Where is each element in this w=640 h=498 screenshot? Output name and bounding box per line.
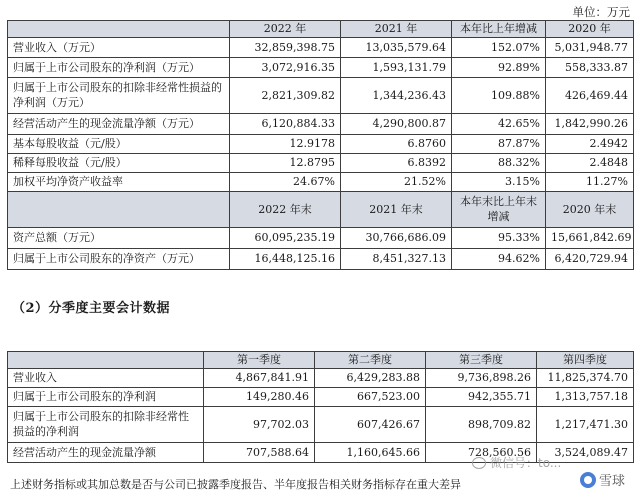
- cell-value: 30,766,686.09: [341, 228, 452, 249]
- cell-value: 32,859,398.75: [230, 38, 341, 58]
- footnote: 上述财务指标或其加总数是否与公司已披露季度报告、半年度报告相关财务指标存在重大差异: [10, 478, 461, 491]
- table-row: [8, 114, 634, 135]
- table-header-row: [8, 192, 634, 228]
- cell-value: 558,333.87: [546, 58, 634, 78]
- row-label: 基本每股收益（元/股）: [8, 135, 230, 154]
- cell-value: 6,429,283.88: [315, 369, 426, 388]
- cell-value: 1,217,471.30: [537, 407, 634, 443]
- snowball-label: 雪球: [599, 474, 626, 489]
- header-cell: 2022 年末: [230, 192, 341, 228]
- cell-value: 898,709.82: [426, 407, 537, 443]
- cell-value: 88.32%: [452, 154, 546, 173]
- row-label: 稀释每股收益（元/股）: [8, 154, 230, 173]
- cell-value: 4,290,800.87: [341, 114, 452, 135]
- cell-value: 97,702.03: [204, 407, 315, 443]
- row-label: 归属于上市公司股东的净利润: [8, 388, 204, 407]
- table-header-row: [8, 21, 634, 38]
- cell-value: 728,560.56: [426, 443, 537, 463]
- table-row: [8, 173, 634, 192]
- cell-value: 3.15%: [452, 173, 546, 192]
- table-row: [8, 369, 634, 388]
- cell-value: 6.8392: [341, 154, 452, 173]
- cell-value: 9,736,898.26: [426, 369, 537, 388]
- snowball-watermark: [580, 470, 625, 489]
- header-cell: 2021 年: [341, 21, 452, 38]
- cell-value: 5,031,948.77: [546, 38, 634, 58]
- row-label: 经营活动产生的现金流量净额: [8, 443, 204, 463]
- header-cell: 2020 年: [546, 21, 634, 38]
- cell-value: 60,095,235.19: [230, 228, 341, 249]
- header-cell: [8, 192, 230, 228]
- table-row: [8, 249, 634, 270]
- cell-value: 3,524,089.47: [537, 443, 634, 463]
- cell-value: 152.07%: [452, 38, 546, 58]
- cell-value: 6,420,729.94: [546, 249, 634, 270]
- cell-value: 2.4942: [546, 135, 634, 154]
- cell-value: 109.88%: [452, 78, 546, 114]
- header-cell: 第二季度: [315, 352, 426, 369]
- cell-value: 11.27%: [546, 173, 634, 192]
- cell-value: 15,661,842.69: [546, 228, 634, 249]
- header-cell: 本年比上年增减: [452, 21, 546, 38]
- row-label: 资产总额（万元）: [8, 228, 230, 249]
- cell-value: 1,160,645.66: [315, 443, 426, 463]
- row-label: 营业收入: [8, 369, 204, 388]
- section-title: （2）分季度主要会计数据: [12, 301, 171, 316]
- cell-value: 16,448,125.16: [230, 249, 341, 270]
- snowball-icon: [580, 472, 596, 488]
- table-row: [8, 228, 634, 249]
- table-row: [8, 135, 634, 154]
- header-cell: [8, 352, 204, 369]
- table-row: [8, 58, 634, 78]
- table-row: [8, 154, 634, 173]
- wechat-watermark: [472, 454, 561, 471]
- cell-value: 2.4848: [546, 154, 634, 173]
- cell-value: 1,344,236.43: [341, 78, 452, 114]
- cell-value: 149,280.46: [204, 388, 315, 407]
- quarterly-financial-table: [7, 351, 634, 463]
- row-label: 归属于上市公司股东的净资产（万元）: [8, 249, 230, 270]
- cell-value: 8,451,327.13: [341, 249, 452, 270]
- row-label: 归属于上市公司股东的扣除非经常性损益的净利润（万元）: [8, 78, 230, 114]
- cell-value: 3,072,916.35: [230, 58, 341, 78]
- table-row: [8, 78, 634, 114]
- cell-value: 12.8795: [230, 154, 341, 173]
- row-label: 经营活动产生的现金流量净额（万元）: [8, 114, 230, 135]
- cell-value: 24.67%: [230, 173, 341, 192]
- cell-value: 707,588.64: [204, 443, 315, 463]
- cell-value: 1,593,131.79: [341, 58, 452, 78]
- cell-value: 426,469.44: [546, 78, 634, 114]
- row-label: 归属于上市公司股东的净利润（万元）: [8, 58, 230, 78]
- cell-value: 11,825,374.70: [537, 369, 634, 388]
- row-label: 营业收入（万元）: [8, 38, 230, 58]
- header-cell: 第三季度: [426, 352, 537, 369]
- cell-value: 12.9178: [230, 135, 341, 154]
- cell-value: 87.87%: [452, 135, 546, 154]
- table-row: [8, 407, 634, 443]
- cell-value: 94.62%: [452, 249, 546, 270]
- cell-value: 42.65%: [452, 114, 546, 135]
- header-cell: 2020 年末: [546, 192, 634, 228]
- cell-value: 6,120,884.33: [230, 114, 341, 135]
- cell-value: 942,355.71: [426, 388, 537, 407]
- header-cell: 第四季度: [537, 352, 634, 369]
- header-cell: 本年末比上年末增减: [452, 192, 546, 228]
- cell-value: 667,523.00: [315, 388, 426, 407]
- cell-value: 95.33%: [452, 228, 546, 249]
- header-cell: [8, 21, 230, 38]
- cell-value: 21.52%: [341, 173, 452, 192]
- table-header-row: [8, 352, 634, 369]
- cell-value: 1,313,757.18: [537, 388, 634, 407]
- row-label: 归属于上市公司股东的扣除非经常性损益的净利润: [8, 407, 204, 443]
- cell-value: 1,842,990.26: [546, 114, 634, 135]
- header-cell: 2022 年: [230, 21, 341, 38]
- watermark-text: 微信号：to...: [490, 456, 562, 470]
- wechat-icon: [472, 457, 486, 469]
- cell-value: 6.8760: [341, 135, 452, 154]
- table-row: [8, 38, 634, 58]
- row-label: 加权平均净资产收益率: [8, 173, 230, 192]
- cell-value: 4,867,841.91: [204, 369, 315, 388]
- cell-value: 2,821,309.82: [230, 78, 341, 114]
- unit-label: 单位：万元: [572, 5, 630, 19]
- cell-value: 13,035,579.64: [341, 38, 452, 58]
- cell-value: 607,426.67: [315, 407, 426, 443]
- header-cell: 第一季度: [204, 352, 315, 369]
- table-row: [8, 388, 634, 407]
- annual-financial-table: [7, 20, 634, 270]
- header-cell: 2021 年末: [341, 192, 452, 228]
- cell-value: 92.89%: [452, 58, 546, 78]
